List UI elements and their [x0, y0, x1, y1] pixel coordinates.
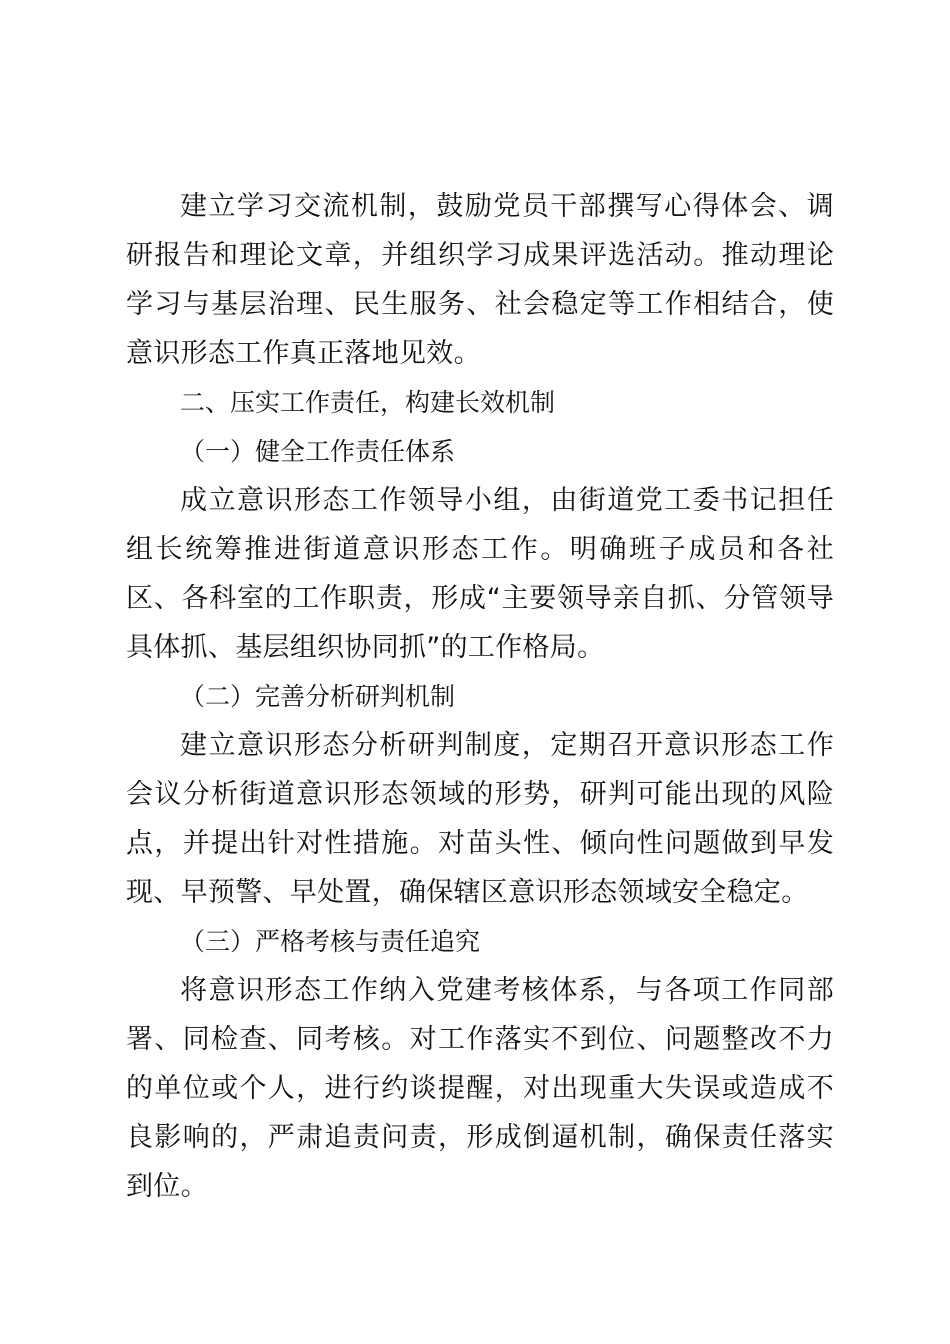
paragraph-learning-exchange: 建立学习交流机制，鼓励党员干部撰写心得体会、调研报告和理论文章，并组织学习成果评选活动。推动理论学习与基层治理、民生服务、社会稳定等工作相结合，使意识形态工作真正落地见效。: [126, 191, 834, 369]
paragraph-assessment-accountability: 将意识形态工作纳入党建考核体系，与各项工作同部署、同检查、同考核。对工作落实不到位、问题整改不力的单位或个人，进行约谈提醒，对出现重大失误或造成不良影响的，严肃追责问责，形成倒逼机制，确保责任落实到位。: [126, 975, 834, 1202]
subsection-heading-1: （一）健全工作责任体系: [180, 437, 456, 466]
subsection-heading-2: （二）完善分析研判机制: [180, 682, 456, 711]
paragraph-analysis-mechanism: 建立意识形态分析研判制度，定期召开意识形态工作会议分析街道意识形态领域的形势，研判可能出现的风险点，并提出针对性措施。对苗头性、倾向性问题做到早发现、早预警、早处置，确保辖区意识形态领域安全稳定。: [126, 730, 834, 908]
paragraph-leadership-group: 成立意识形态工作领导小组，由街道党工委书记担任组长统筹推进街道意识形态工作。明确班子成员和各社区、各科室的工作职责，形成“主要领导亲自抓、分管领导具体抓、基层组织协同抓”的工作格局。: [126, 485, 834, 663]
section-heading-responsibility: 二、压实工作责任，构建长效机制: [180, 388, 556, 417]
subsection-heading-3: （三）严格考核与责任追究: [180, 927, 481, 956]
document-body: [126, 182, 834, 1211]
